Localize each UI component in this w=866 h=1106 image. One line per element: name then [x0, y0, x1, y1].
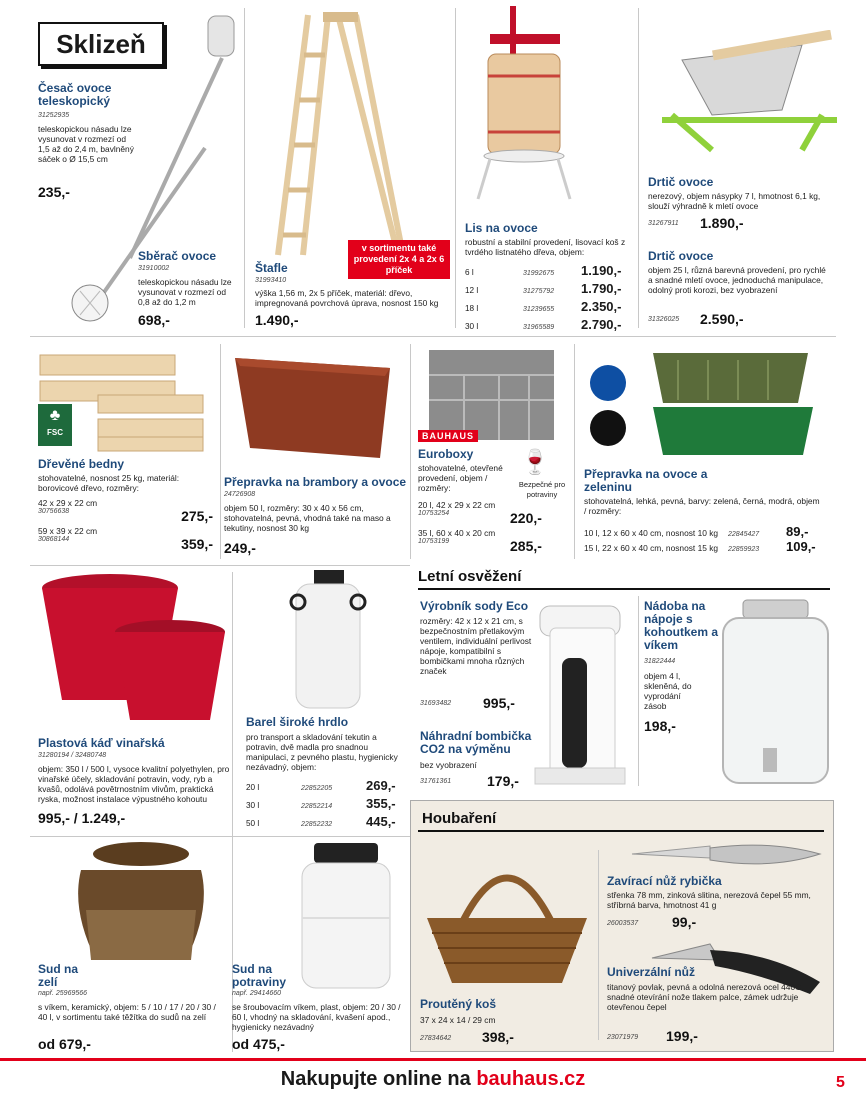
red-tubs-illustration [40, 570, 230, 730]
fish-knife-illustration [630, 842, 825, 872]
food-safe-label: Bezpečné pro potraviny [518, 480, 566, 499]
price-kos: 398,- [482, 1029, 514, 1045]
product-desc-prepravka-zelenina: stohovatelná, lehká, pevná, barvy: zelená, černá, modrá, objem / rozměry: [584, 496, 820, 516]
euroboxy-row: 20 l, 42 x 29 x 22 cm 10753254 220,- [418, 500, 542, 526]
product-title-sud-potraviny: Sud na potraviny [232, 962, 287, 989]
article-number-kos: 27834642 [420, 1035, 452, 1042]
product-title-zaviraci: Zavírací nůž rybička [607, 874, 722, 888]
bedny-price-table [38, 498, 213, 554]
lis-price-table [465, 263, 635, 335]
article-number-drtic1: 31267911 [648, 220, 679, 227]
product-title-lis: Lis na ovoce [465, 221, 538, 235]
product-title-euroboxy: Euroboxy [418, 447, 474, 461]
price-kad: 995,- / 1.249,- [38, 810, 126, 826]
section-rule-houbareni [418, 830, 824, 832]
ceramic-crock-illustration [66, 840, 216, 965]
barel-price-table [246, 778, 404, 832]
price-vyrobnik: 995,- [483, 695, 515, 711]
color-swatch-black [590, 410, 626, 446]
footer-cta[interactable] [0, 1068, 866, 1091]
product-title-drtic1: Drtič ovoce [648, 175, 714, 189]
fsc-tree-icon: ♣ [49, 407, 61, 424]
article-number-nadoba: 31822444 [644, 658, 676, 665]
product-desc-nadoba: objem 4 l, skleněná, do vyprodání zásob [644, 671, 692, 711]
product-title-nadoba: Nádoba na nápoje s kohoutkem a víkem [644, 599, 719, 652]
product-desc-kos: 37 x 24 x 14 / 29 cm [420, 1015, 496, 1025]
article-number-kad: 31280194 / 32480748 [38, 752, 107, 759]
price-cesac: 235,- [38, 184, 70, 200]
article-number-sud-zeli: např. 25969566 [38, 990, 88, 997]
product-desc-bedny: stohovatelné, nosnost 25 kg, materiál: borovicové dřevo, rozměry: [38, 473, 180, 493]
product-desc-drtic1: nerezový, objem násypky 7 l, hmotnost 6,1 kg, slouží výhradně k mletí ovoce [648, 191, 821, 211]
barel-row: 30 l 22852214 355,- [246, 796, 396, 811]
food-safe-icon: 🍷 [520, 449, 550, 476]
product-title-bombicka: Náhradní bombička CO2 na výměnu [420, 729, 532, 756]
product-desc-lis: robustní a stabilní provedení, lisovací koš z tvrdého listnatého dřeva, objem: [465, 237, 626, 257]
soda-maker-illustration [530, 598, 630, 788]
product-title-drtic2: Drtič ovoce [648, 249, 714, 263]
product-desc-sberac: teleskopickou násadu lze vysunovat v rozmezí od 0,8 až do 1,2 m [138, 277, 232, 307]
article-number-vyrobnik: 31693482 [420, 700, 452, 707]
product-desc-cesac: teleskopickou násadu lze vysunovat v rozmezí od 1,5 až do 2,4 m, bavlněný sáček o Ø 15,5 cm [38, 124, 134, 164]
article-number-sud-potraviny: např. 29414660 [232, 990, 282, 997]
product-desc-prepravka-brambory: objem 50 l, rozměry: 30 x 40 x 56 cm, stohovatelná, pevná, vhodná také na maso a tekutiny, nosnost 30 kg [224, 503, 391, 533]
bedny-row: 42 x 29 x 22 cm 30756638 275,- [38, 498, 213, 524]
price-sud-potraviny: od 475,- [232, 1036, 285, 1052]
product-title-sberac: Sběrač ovoce [138, 249, 217, 263]
product-title-kad: Plastová káď vinařská [38, 736, 165, 750]
stafle-variant-badge: v sortimentu také provedení 2x 4 a 2x 6 příček [348, 240, 450, 279]
prepravka-zelenina-row: 15 l, 22 x 60 x 40 cm, nosnost 15 kg 22859923 109,- [584, 539, 816, 554]
product-desc-euroboxy: stohovatelné, otevřené provedení, objem / rozměry: [418, 463, 503, 493]
section-header-title: Sklizeň [56, 29, 146, 59]
product-title-cesac: Česač ovoce teleskopický [38, 81, 112, 108]
euroboxy-price-table [418, 500, 568, 556]
barrel-wide-neck-illustration [288, 570, 368, 710]
product-desc-univerzalni: titanový povlak, pevná a odolná nerezová ocel 440C, snadné otevírání nože tlakem palce, zámek udržuje otevřenou čepel [607, 982, 804, 1012]
footer-bar [0, 1058, 866, 1061]
article-number-bombicka: 31761361 [420, 778, 452, 785]
green-crates-illustration [648, 345, 818, 460]
prepravka-zelenina-row: 10 l, 12 x 60 x 40 cm, nosnost 10 kg 22845427 89,- [584, 524, 809, 539]
product-title-prepravka-brambory: Přepravka na brambory a ovoce [224, 475, 407, 489]
glass-dispenser-illustration [718, 598, 833, 788]
product-title-univerzalni: Univerzální nůž [607, 965, 696, 979]
product-title-prepravka-zelenina: Přepravka na ovoce a zeleninu [584, 467, 708, 494]
euroboxy-row: 35 l, 60 x 40 x 20 cm 10753199 285,- [418, 528, 542, 554]
ladder-illustration [268, 10, 408, 260]
product-title-kos: Proutěný koš [420, 997, 497, 1011]
product-title-vyrobnik: Výrobník sody Eco [420, 599, 529, 613]
footer-cta-link[interactable]: bauhaus.cz [476, 1068, 586, 1090]
price-stafle: 1.490,- [255, 312, 299, 328]
product-title-sud-zeli: Sud na zelí [38, 962, 79, 989]
product-desc-vyrobnik: rozměry: 42 x 12 x 21 cm, s bezpečnostním přetlakovým ventilem, individuální perlivost nápoje, kompatibilní s bombičkami mnoha různých značek [420, 616, 532, 676]
product-desc-sud-potraviny: se šroubovacím víkem, plast, objem: 20 / 30 / 60 l, vhodný na skladování, kvašení apod., hygienicky nezávadný [232, 1002, 401, 1032]
lis-row: 12 l 31275792 1.790,- [465, 281, 622, 296]
price-sberac: 698,- [138, 312, 170, 328]
article-number-prepravka-brambory: 24726908 [224, 491, 256, 498]
product-desc-kad: objem: 350 l / 500 l, vysoce kvalitní polyethylen, pro vinařské účely, skladování potravin, vody, ryb a kvašů, odolává povětrnostním vlivům, praktická ryska, možnost instalace výpustného kohoutu [38, 764, 230, 804]
price-drtic1: 1.890,- [700, 215, 744, 231]
product-desc-zaviraci: střenka 78 mm, zinková slitina, nerezová čepel 55 mm, stříbrná barva, hmotnost 41 g [607, 890, 811, 910]
product-desc-stafle: výška 1,56 m, 2x 5 příček, materiál: dřevo, impregnovaná povrchová úprava, nosnost 150 kg [255, 288, 439, 308]
price-drtic2: 2.590,- [700, 311, 744, 327]
fsc-badge: ♣ FSC [38, 404, 72, 446]
lis-row: 18 l 31239655 2.350,- [465, 299, 622, 314]
bauhaus-logo: BAUHAUS [418, 430, 478, 442]
product-desc-drtic2: objem 25 l, různá barevná provedení, pro rychlé a snadné mletí ovoce, jednoduchá manipulace, odolný proti korozi, bez vyobrazení [648, 265, 826, 295]
barel-row: 50 l 22852232 445,- [246, 814, 396, 829]
section-rule-letni [418, 588, 830, 590]
product-title-stafle: Štafle [255, 261, 288, 275]
article-number-zaviraci: 26003537 [607, 920, 639, 927]
page-number: 5 [836, 1074, 845, 1091]
article-number-cesac: 31252935 [38, 112, 70, 119]
article-number-sberac: 31910002 [138, 265, 170, 272]
product-desc-bombicka: bez vyobrazení [420, 760, 477, 770]
section-title-houbareni: Houbaření [422, 810, 497, 827]
barel-row: 20 l 22852205 269,- [246, 778, 396, 793]
product-desc-sud-zeli: s víkem, keramický, objem: 5 / 10 / 17 / 20 / 30 / 40 l, v sortimentu také těžítka do sudů na zelí [38, 1002, 216, 1022]
bedny-row: 59 x 39 x 22 cm 30868144 359,- [38, 526, 213, 552]
price-prepravka-brambory: 249,- [224, 540, 256, 556]
fruit-mill-illustration [652, 30, 842, 160]
price-univerzalni: 199,- [666, 1028, 698, 1044]
price-nadoba: 198,- [644, 718, 676, 734]
section-title-letni: Letní osvěžení [418, 568, 522, 585]
article-number-stafle: 31993410 [255, 277, 287, 284]
fruit-press-illustration [470, 4, 580, 204]
lis-row: 30 l 31965589 2.790,- [465, 317, 622, 332]
product-title-barel: Barel široké hrdlo [246, 715, 349, 729]
brown-crate-illustration [230, 348, 395, 463]
article-number-drtic2: 31326025 [648, 316, 680, 323]
price-bombicka: 179,- [487, 773, 519, 789]
product-title-bedny: Dřevěné bedny [38, 457, 125, 471]
product-desc-barel: pro transport a skladování tekutin a potravin, dvě madla pro snadnou manipulaci, z pevného plastu, hygienicky nezávadný, objem: [246, 732, 398, 772]
prepravka-zelenina-price-table [584, 524, 826, 554]
footer-cta-text: Nakupujte online na [280, 1068, 477, 1090]
price-zaviraci: 99,- [672, 914, 697, 930]
wicker-basket-illustration [422, 843, 592, 993]
price-sud-zeli: od 679,- [38, 1036, 91, 1052]
article-number-univerzalni: 23071979 [607, 1034, 639, 1041]
lis-row: 6 l 31992675 1.190,- [465, 263, 622, 278]
color-swatch-blue [590, 365, 626, 401]
